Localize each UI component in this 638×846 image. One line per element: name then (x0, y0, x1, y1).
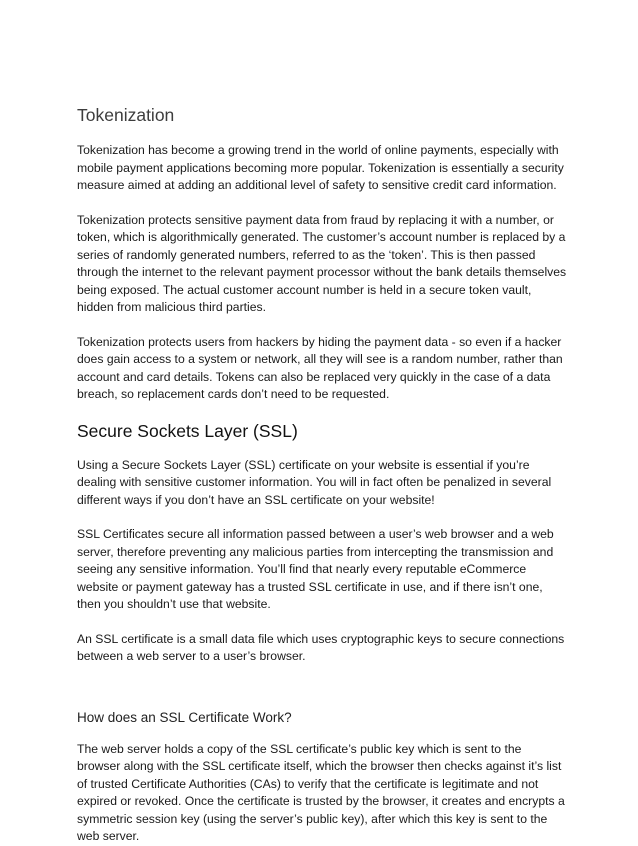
paragraph-ssl-secure: SSL Certificates secure all information passed between a user’s web browser and a web server, therefore preventing any malicious parties from intercepting the transmission and seeing any sensitive information. You’ll find that nearly every reputable eCommerce website or payment gateway has a trusted SSL certificate in use, and if there isn’t one, then you shouldn’t use that website. (77, 527, 554, 611)
paragraph-ssl-how: The web server holds a copy of the SSL certificate’s public key which is sent to the browser along with the SSL certificate itself, which the browser then checks against it’s list of trusted Certificate Authorities (CAs) to verify that the certificate is legitimate and not expired or revoked. Once the certificate is trusted by the browser, it creates and encrypts a symmetric session key (using the server’s public key), after which this key is sent to the web server. (77, 741, 565, 843)
paragraph-tokenization-intro: Tokenization has become a growing trend in the world of online payments, especially with mobile payment applications becoming more popular. Tokenization is essentially a security measure aimed at adding an additional level of safety to sensitive credit card information. (77, 143, 564, 192)
heading-ssl: Secure Sockets Layer (SSL) (77, 420, 298, 441)
document-page (77, 104, 567, 846)
paragraph-tokenization-how: Tokenization protects sensitive payment data from fraud by replacing it with a number, or token, which is algorithmically generated. The customer’s account number is replaced by a series of randomly generated numbers, referred to as the ‘token’. This is then passed through the internet to the relevant payment processor without the bank details themselves being exposed. The actual customer account number is held in a secure token vault, hidden from malicious third parties. (77, 212, 567, 314)
heading-tokenization: Tokenization (77, 105, 175, 125)
paragraph-tokenization-protects: Tokenization protects users from hackers by hiding the payment data - so even if a hacker does gain access to a system or network, all they will see is a random number, rather than account and card details. Tokens can also be replaced very quickly in the case of a data breach, so replacement cards don’t need to be requested. (77, 334, 563, 401)
paragraph-ssl-definition: An SSL certificate is a small data file which uses cryptographic keys to secure connections between a web server to a user’s browser. (77, 631, 565, 663)
heading-ssl-how: How does an SSL Certificate Work? (77, 709, 292, 725)
paragraph-ssl-intro: Using a Secure Sockets Layer (SSL) certificate on your website is essential if you’re dealing with sensitive customer information. You will in fact often be penalized in several different ways if you don’t have an SSL certificate on your website! (77, 457, 552, 507)
